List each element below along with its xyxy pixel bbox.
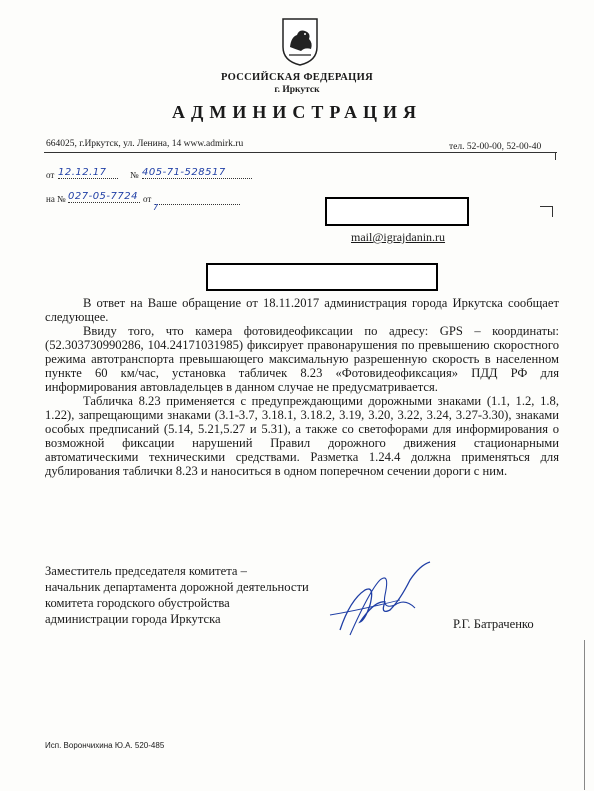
header-divider — [44, 152, 557, 153]
address-corner-mark — [540, 206, 553, 217]
recipient-email: mail@igrajdanin.ru — [351, 230, 446, 244]
number-label: № — [130, 170, 139, 180]
body-paragraph-2: Ввиду того, что камера фотовидеофиксации по адресу: GPS – координаты: (52.303730990286, 104.24171031985) фиксирует правонарушения по превышению скоростного режима автотранспорта превышающего максимальную разрешенную скорость в населенном пункте 60 км/час, установка табличек 8.23 «Фотовидеофиксация» ПДД РФ для информирования автовладельцев в данном случае не предусматривается. — [45, 324, 559, 394]
letter-body — [45, 296, 559, 478]
scan-edge — [584, 640, 585, 790]
reference-label: на № — [46, 194, 66, 204]
outgoing-number: 405-71-528517 — [142, 167, 252, 179]
signatory-line-3: комитета городского обустройства — [45, 596, 230, 610]
reference-suffix: 7 — [153, 203, 159, 212]
reference-number: 027-05-7724 — [68, 191, 140, 203]
executor-info: Исп. Ворончихина Ю.А. 520-485 — [45, 741, 165, 750]
redacted-salutation — [206, 263, 438, 291]
body-paragraph-1: В ответ на Ваше обращение от 18.11.2017 администрация города Иркутска сообщает следующее. — [45, 296, 559, 324]
country-title: РОССИЙСКАЯ ФЕДЕРАЦИЯ — [221, 72, 373, 83]
org-address: 664025, г.Иркутск, ул. Ленина, 14 www.admirk.ru — [46, 139, 244, 149]
signatory-line-1: Заместитель председателя комитета – — [45, 564, 247, 578]
header-divider-end — [555, 152, 556, 160]
signatory-line-4: администрации города Иркутска — [45, 612, 221, 626]
reference-date-blank — [155, 204, 240, 205]
outgoing-date: 12.12.17 — [58, 167, 118, 179]
signatory-position — [45, 563, 309, 627]
body-paragraph-3: Табличка 8.23 применяется с предупреждающими дорожными знаками (1.1, 1.2, 1.8, 1.22), запрещающими знаками (3.1-3.7, 3.18.1, 3.18.2, 3.19, 3.20, 3.22, 3.24, 3.27-3.30), знаками особых предписаний (5.14, 5.21,5.27 и 5.31), а также со светофорами для информирования о возможной фиксации нарушений Правил дорожного движения стационарными автоматическими техническими средствами. Разметка 1.24.4 должна применяться для дублирования таблички 8.23 и наноситься в одном поперечном сечении дороги с ним. — [45, 394, 559, 478]
handwritten-signature-icon — [320, 560, 440, 645]
redacted-recipient-name — [325, 197, 469, 226]
signatory-line-2: начальник департамента дорожной деятельности — [45, 580, 309, 594]
organization-title: АДМИНИСТРАЦИЯ — [171, 102, 423, 122]
signatory-name: Р.Г. Батраченко — [453, 617, 534, 631]
city-title: г. Иркутск — [274, 85, 320, 95]
reference-date-label: от — [143, 194, 152, 204]
coat-of-arms-icon — [281, 17, 319, 67]
date-label: от — [46, 170, 55, 180]
org-phone: тел. 52-00-00, 52-00-40 — [449, 142, 542, 152]
